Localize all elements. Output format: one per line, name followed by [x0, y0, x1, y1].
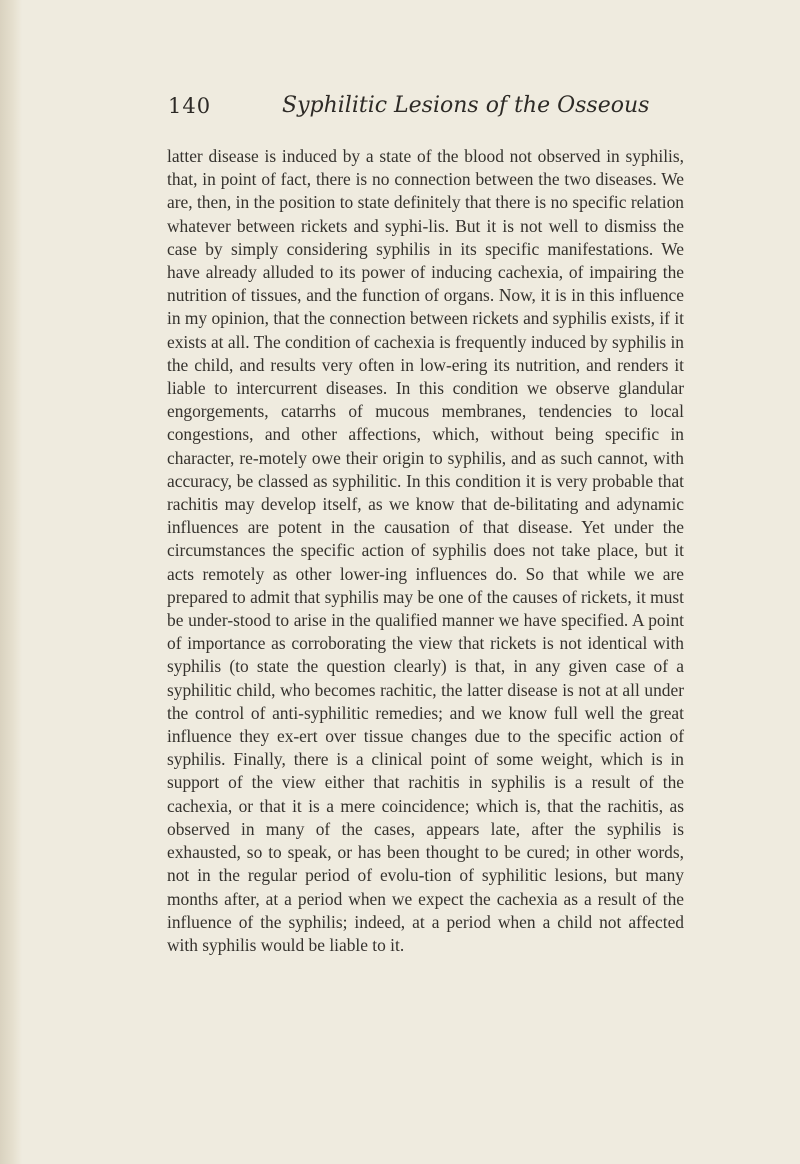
page-header — [168, 94, 728, 118]
running-title: Syphilitic Lesions of the Osseous — [282, 93, 650, 118]
page-number: 140 — [168, 94, 212, 118]
page-binding-edge — [0, 0, 22, 1164]
body-paragraph: latter disease is induced by a state of the blood not observed in syphilis, that, in point of fact, there is no connection between the two diseases. We are, then, in the position to state definitely that there is no specific relation whatever between rickets and syphi-lis. But it is not well to dismiss the case by simply considering syphilis in its specific manifestations. We have already alluded to its power of inducing cachexia, of impairing the nutrition of tissues, and the function of organs. Now, it is in this influence in my opinion, that the connection between rickets and syphilis exists, if it exists at all. The condition of cachexia is frequently induced by syphilis in the child, and results very often in low-ering its nutrition, and renders it liable to intercurrent diseases. In this condition we observe glandular engorgements, catarrhs of mucous membranes, tendencies to local congestions, and other affections, which, without being specific in character, re-motely owe their origin to syphilis, and as such cannot, with accuracy, be classed as syphilitic. In this condition it is very probable that rachitis may develop itself, as we know that de-bilitating and adynamic influences are potent in the causation of that disease. Yet under the circumstances the specific action of syphilis does not take place, but it acts remotely as other lower-ing influences do. So that while we are prepared to admit that syphilis may be one of the causes of rickets, it must be under-stood to arise in the qualified manner we have specified. A point of importance as corroborating the view that rickets is not identical with syphilis (to state the question clearly) is that, in any given case of a syphilitic child, who becomes rachitic, the latter disease is not at all under the control of anti-syphilitic remedies; and we know full well the great influence they ex-ert over tissue changes due to the specific action of syphilis. Finally, there is a clinical point of some weight, which is in support of the view either that rachitis in syphilis is a result of the cachexia, or that it is a mere coincidence; which is, that the rachitis, as observed in many of the cases, appears late, after the syphilis is exhausted, so to speak, or has been thought to be cured; in other words, not in the regular period of evolu-tion of syphilitic lesions, but many months after, at a period when we expect the cachexia as a result of the influence of the syphilis; indeed, at a period when a child not affected with syphilis would be liable to it. — [167, 146, 684, 955]
